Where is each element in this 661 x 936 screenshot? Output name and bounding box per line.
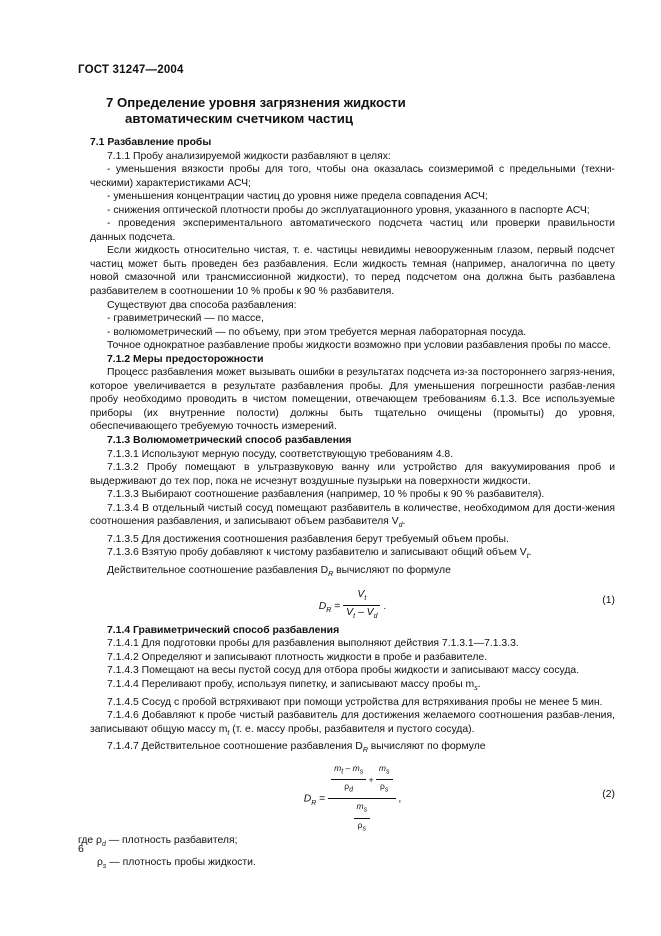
- para-7-1-4-5: 7.1.4.5 Сосуд с пробой встряхивают при помощи устройства для встряхивания пробы не менее 5 мин.: [107, 696, 603, 708]
- para-two-methods: Существуют два способа разбавления:: [107, 299, 297, 311]
- document-header: ГОСТ 31247—2004: [78, 64, 184, 76]
- para-7-1-3-2: 7.1.3.2 Пробу помещают в ультразвуковую ванну или устройство для вакуумирования проб и выдерживают до тех пор, пока не исчезнут воздушные пузырьки на поверхности жидкости.: [90, 462, 615, 487]
- para-7-1-1: 7.1.1 Пробу анализируемой жидкости разбавляют в целях:: [107, 150, 391, 162]
- heading-7-1-2: 7.1.2 Меры предосторожности: [107, 353, 264, 365]
- para-7-1-3-6: 7.1.3.6 Взятую пробу добавляют к чистому разбавителю и записывают общий объем $V_t$.: [107, 547, 532, 561]
- para-7-1-4-6: 7.1.4.6 Добавляют к пробе чистый разбавитель для достижения желаемого соотношения разбав-ления, записывают общую массу $m_t$ (т. е. массу пробы, разбавителя и пустого сосуда).: [90, 710, 615, 737]
- formula-1: $D_R$ = $\frac{V_t}{V_t - V_d}$ . (1): [90, 584, 615, 624]
- bullet-2: - уменьшения концентрации частиц до уровня ниже предела совпадения АСЧ;: [107, 191, 488, 203]
- para-7-1-2: Процесс разбавления может вызывать ошибки в результатах подсчета из-за постороннего загряз-нения, которое увеличивается в результате разбавления пробы. Для уменьшения погрешности разбав-ления пробу необходимо проводить в чистом помещении, отвечающем требованиям 6.1.3. Все используемые приборы (их внутренние полости) должны быть тщательно очищены (промыты) до уровня, обеспечивающего требуемую точность измерений.: [90, 367, 615, 433]
- heading-7-1-4: 7.1.4 Гравиметрический способ разбавления: [107, 624, 340, 636]
- method-gravimetric: - гравиметрический — по массе,: [107, 313, 264, 325]
- para-ratio-formula-1: Действительное соотношение разбавления $D_R$ вычисляют по формуле: [107, 565, 451, 579]
- heading-7-1: 7.1 Разбавление пробы: [90, 137, 212, 148]
- section-title-line2: автоматическим счетчиком частиц: [125, 111, 353, 126]
- para-7-1-3-3: 7.1.3.3 Выбирают соотношение разбавления (например, 10 % пробы к 90 % разбавителя).: [107, 489, 545, 501]
- para-7-1-3-1: 7.1.3.1 Используют мерную посуду, соответствующую требованиям 4.8.: [107, 448, 454, 460]
- heading-7-1-3: 7.1.3 Волюмометрический способ разбавления: [107, 435, 352, 447]
- para-7-1-4-1: 7.1.4.1 Для подготовки пробы для разбавления выполняют действия 7.1.3.1—7.1.3.3.: [107, 638, 519, 650]
- main-content: [78, 136, 615, 873]
- para-7-1-3-5: 7.1.3.5 Для достижения соотношения разбавления берут требуемый объем пробы.: [107, 533, 509, 545]
- para-exact-dilution: Точное однократное разбавление пробы жидкости возможно при условии разбавления пробы по массе.: [107, 340, 611, 352]
- section-title-line1: 7 Определение уровня загрязнения жидкости: [106, 95, 406, 110]
- where-rho-d: где $\rho_d$ — плотность разбавителя;: [78, 834, 238, 848]
- para-7-1-4-2: 7.1.4.2 Определяют и записывают плотность жидкости в пробе и разбавителе.: [107, 651, 488, 663]
- method-volumetric: - волюмометрический — по объему, при этом требуется мерная лабораторная посуда.: [107, 326, 527, 338]
- formula-1-fraction: $\frac{V_t}{V_t - V_d}$: [343, 588, 380, 624]
- bullet-1: - уменьшения вязкости пробы для того, чтобы она оказалась соизмеримой с предельными (техни-ческими) характеристиками АСЧ;: [90, 164, 615, 189]
- formula-2: $D_R$ = $\frac{m_t - m_s}{\rho_d}$ + $\frac{m_s}{\rho_s}$ $\frac{m_s}{\rho_s}$ , (2): [90, 762, 615, 832]
- para-7-1-4-3: 7.1.4.3 Помещают на весы пустой сосуд для отбора пробы жидкости и записывают массу сосуда.: [107, 665, 580, 677]
- para-7-1-4-4: 7.1.4.4 Переливают пробу, используя пипетку, и записывают массу пробы $m_s$.: [107, 678, 481, 692]
- para-clean-liquid: Если жидкость относительно чистая, т. е. частицы невидимы невооруженным глазом, первый подсчет частиц может быть проведен без разбавления. Если жидкость темная (например, аналогична по цвету новой смазочной или трансмиссионной жидкости), то перед подсчетом она должна быть разбавлена разбавителем в соотношении 10 % пробы к 90 % разбавителя.: [90, 245, 615, 298]
- where-rho-s: $\rho_s$ — плотность пробы жидкости.: [97, 856, 256, 870]
- formula-2-fraction: $\frac{m_t - m_s}{\rho_d}$ + $\frac{m_s}{\rho_s}$ $\frac{m_s}{\rho_s}$: [328, 762, 395, 836]
- bullet-3: - снижения оптической плотности пробы до эксплуатационного уровня, указанного в паспорте АСЧ;: [107, 204, 590, 216]
- section-title: [106, 95, 546, 127]
- formula-2-number: (2): [602, 788, 615, 800]
- para-7-1-4-7: 7.1.4.7 Действительное соотношение разбавления $D_R$ вычисляют по формуле: [107, 741, 486, 755]
- formula-1-number: (1): [602, 594, 615, 606]
- para-7-1-3-4: 7.1.3.4 В отдельный чистый сосуд помещают разбавитель в количестве, необходимом для дости-жения соотношения разбавления, и записывают объем разбавителя $V_d$.: [90, 502, 615, 530]
- page-number: 6: [78, 843, 84, 855]
- bullet-4: - проведения экспериментального автоматического подсчета частиц или проверки правильности данных подсчета.: [90, 218, 615, 243]
